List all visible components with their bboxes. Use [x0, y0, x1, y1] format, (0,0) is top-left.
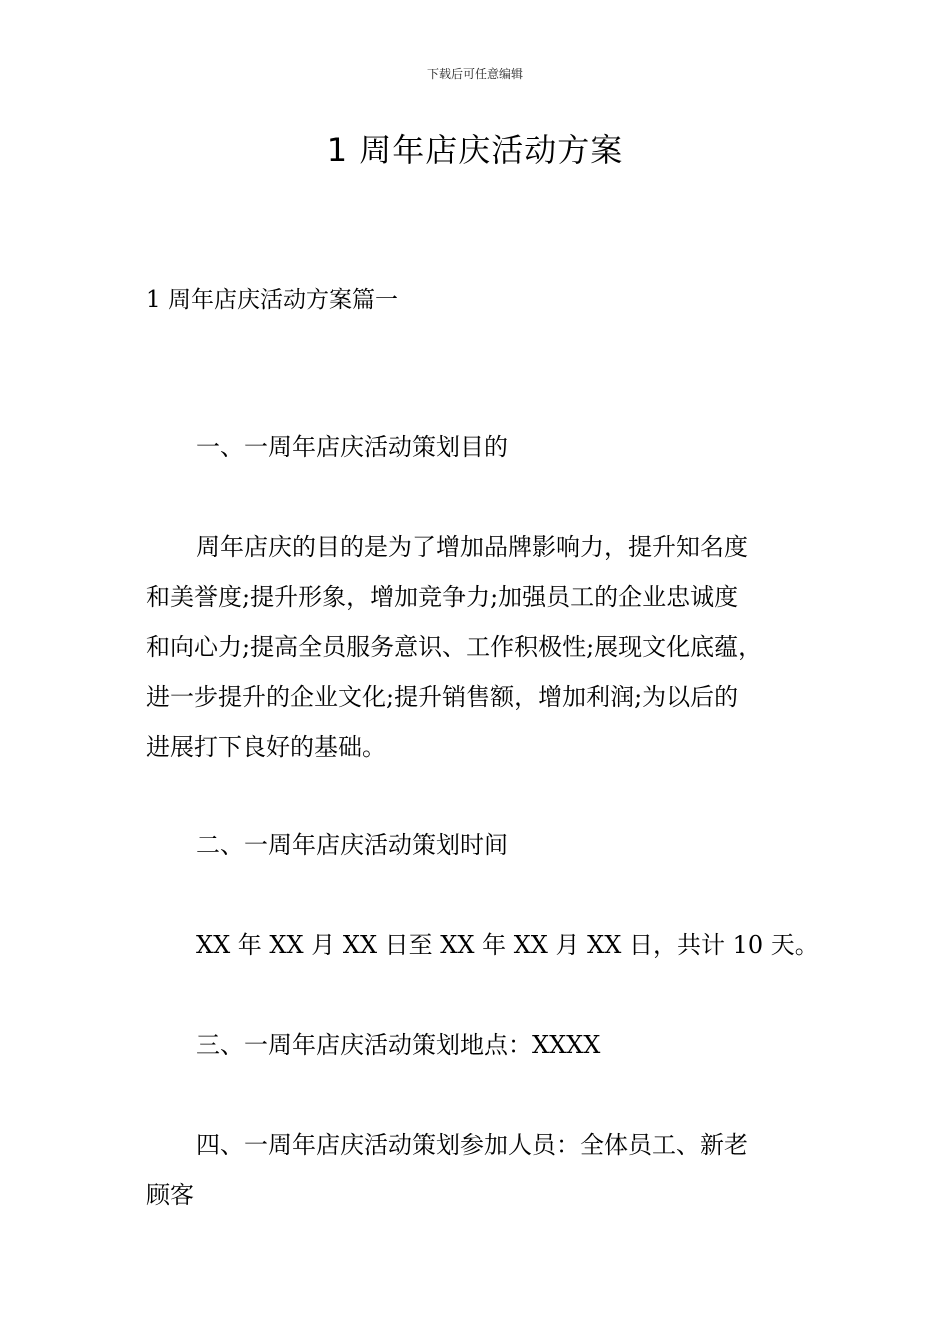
heading-time	[146, 820, 836, 870]
paragraph-line: XX 年 XX 月 XX 日至 XX 年 XX 月 XX 日，共计 10 天。	[196, 931, 819, 959]
paragraph-line: 进展打下良好的基础。	[146, 733, 386, 761]
heading-purpose	[146, 422, 836, 472]
header-note: 下载后可任意编辑	[426, 67, 523, 81]
paragraph-line: 周年店庆的目的是为了增加品牌影响力，提升知名度	[196, 533, 748, 561]
section-title: 1 周年店庆活动方案篇一	[146, 287, 398, 313]
document-title: 1 周年店庆活动方案	[326, 131, 624, 169]
heading-text: 三、一周年店庆活动策划地点：XXXX	[196, 1031, 601, 1059]
heading-location	[146, 1020, 836, 1070]
paragraph-line: 四、一周年店庆活动策划参加人员：全体员工、新老	[196, 1131, 748, 1159]
paragraph-line: 进一步提升的企业文化;提升销售额，增加利润;为以后的	[146, 683, 739, 711]
paragraph-purpose	[146, 522, 836, 772]
paragraph-time	[146, 920, 836, 970]
paragraph-line: 和美誉度;提升形象，增加竞争力;加强员工的企业忠诚度	[146, 583, 739, 611]
paragraph-line: 和向心力;提高全员服务意识、工作积极性;展现文化底蕴，	[146, 633, 763, 661]
paragraph-participants	[146, 1120, 836, 1220]
heading-text: 二、一周年店庆活动策划时间	[196, 831, 508, 859]
heading-text: 一、一周年店庆活动策划目的	[196, 433, 508, 461]
paragraph-line: 顾客	[146, 1181, 194, 1209]
